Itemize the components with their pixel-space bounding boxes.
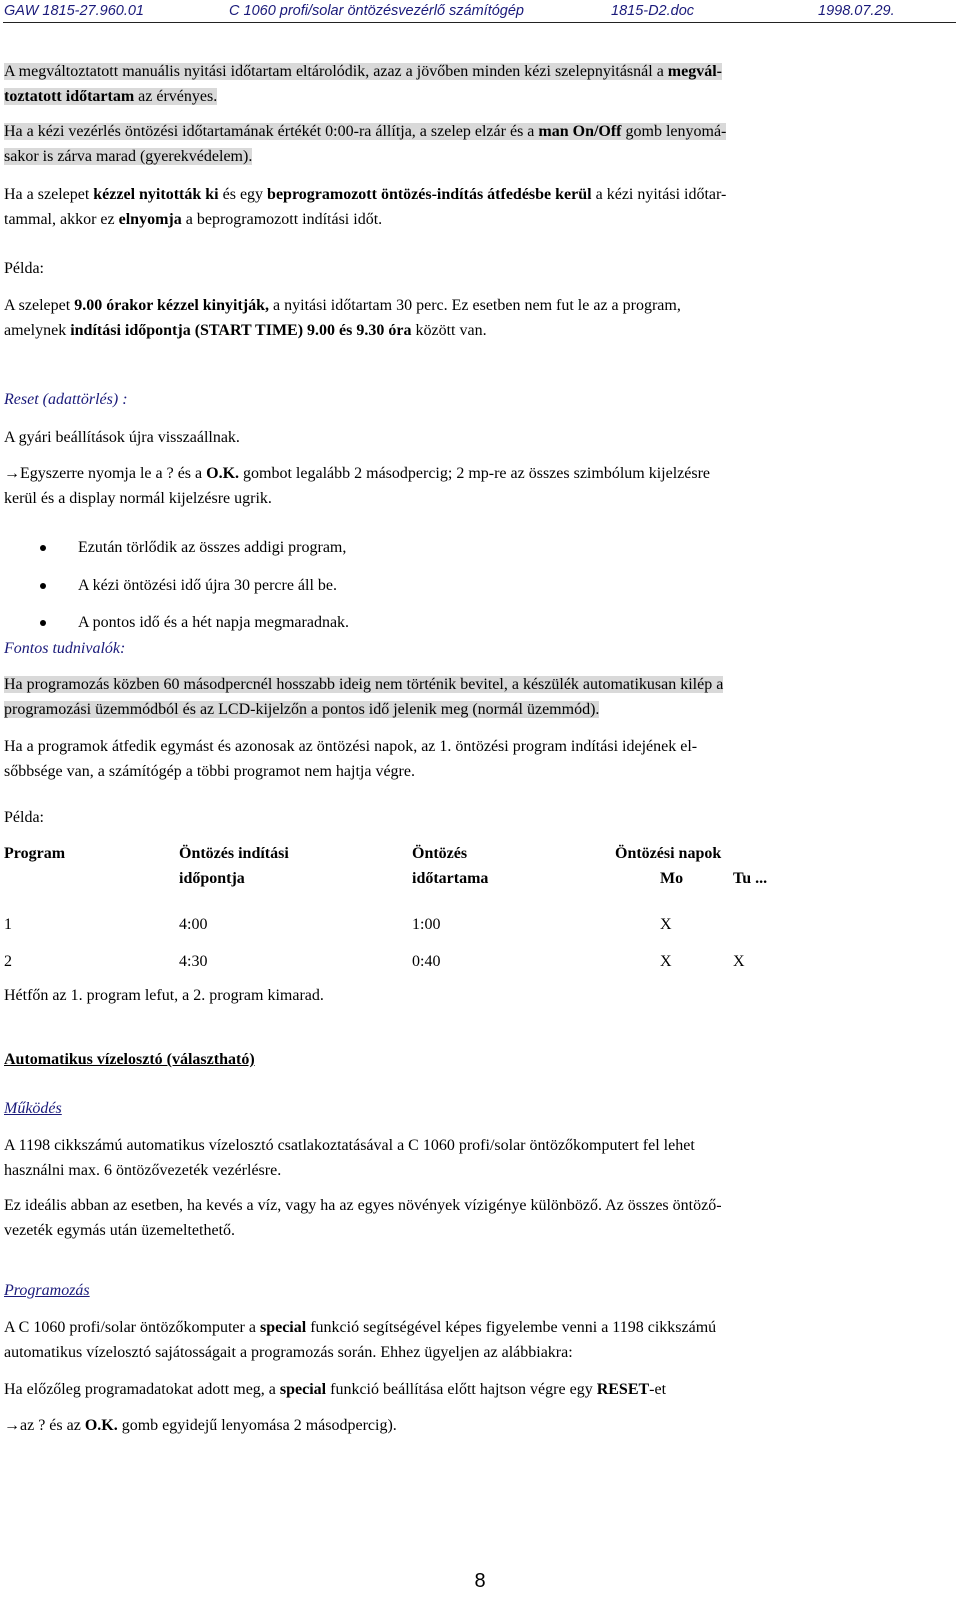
bullet-icon xyxy=(40,583,46,589)
table-cell: 0:40 xyxy=(412,953,441,970)
header-title: C 1060 profi/solar öntözésvezérlő számítógép xyxy=(229,3,524,19)
programming-heading xyxy=(4,1279,956,1304)
text: O.K. xyxy=(206,465,240,482)
example-label xyxy=(4,806,956,831)
header-file: 1815-D2.doc xyxy=(611,3,695,19)
table-header-duration: Öntözés xyxy=(412,845,468,862)
text: gomb lenyomá- xyxy=(621,123,727,140)
paragraph-child-lock xyxy=(4,120,956,169)
table-header-mo: Mo xyxy=(660,870,684,887)
text: vezeték egymás után üzemeltethető. xyxy=(4,1221,236,1239)
table-cell: X xyxy=(660,953,672,970)
text: A megváltoztatott manuális nyitási időtartam eltárolódik, azaz a jövőben minden kézi szelepnyitásnál a xyxy=(4,63,668,80)
table-cell: X xyxy=(733,953,745,970)
text: között van. xyxy=(411,321,487,339)
text: A C 1060 profi/solar öntözőkomputer a xyxy=(4,1319,260,1336)
text: kerül és a display normál kijelzésre ugrik. xyxy=(4,489,272,507)
text: A kézi öntözési idő újra 30 percre áll be. xyxy=(78,577,338,594)
text: 9.00 órakor kézzel kinyitják, xyxy=(74,297,270,314)
table-header-start-2: időpontja xyxy=(179,870,245,887)
text: Automatikus vízelosztó (választható) xyxy=(4,1051,255,1068)
text: RESET xyxy=(596,1381,650,1398)
programming-paragraph-1 xyxy=(4,1316,956,1365)
text: A 1198 cikkszámú automatikus vízelosztó csatlakoztatásával a C 1060 profi/solar öntözőkomputert fel lehet xyxy=(4,1137,695,1154)
paragraph-example xyxy=(4,294,956,343)
text: man On/Off xyxy=(538,123,622,140)
text: Ha a kézi vezérlés öntözési időtartamának értékét 0:00-ra állítja, a szelep elzár és a xyxy=(4,123,539,140)
text: használni max. 6 öntözővezeték vezérlésre. xyxy=(4,1161,282,1179)
text: gomb egyidejű lenyomása 2 másodpercig). xyxy=(117,1417,397,1434)
important-paragraph-2 xyxy=(4,735,956,784)
text: automatikus vízelosztó sajátosságait a programozás során. Ehhez ügyeljen az alábbiakra: xyxy=(4,1343,573,1361)
text: →az ? és az xyxy=(4,1417,85,1434)
text: Fontos tudnivalók: xyxy=(4,640,126,657)
text: programozási üzemmódból és az LCD-kijelzőn a pontos idő jelenik meg (normál üzemmód). xyxy=(4,700,600,718)
text: gombot legalább 2 másodpercig; 2 mp-re az összes szimbólum kijelzésre xyxy=(239,465,711,482)
text: O.K. xyxy=(84,1417,118,1434)
page-header xyxy=(0,0,960,22)
text: indítási időpontja (START TIME) 9.00 és 9.30 óra xyxy=(70,321,412,339)
text: Ezután törlődik az összes addigi program, xyxy=(78,539,347,556)
table-cell: 4:30 xyxy=(179,953,208,970)
paragraph-overlap xyxy=(4,183,956,232)
text: Ez ideális abban az esetben, ha kevés a víz, vagy ha az egyes növények vízigénye különböző. Az összes öntöző- xyxy=(4,1197,722,1214)
table-note: Hétfőn az 1. program lefut, a 2. program kimarad. xyxy=(4,987,324,1004)
text: beprogramozott öntözés-indítás átfedésbe kerül xyxy=(267,186,592,203)
table-header-start: Öntözés indítási xyxy=(179,845,289,862)
page-number: 8 xyxy=(474,1570,486,1592)
text: sakor is zárva marad (gyerekvédelem). xyxy=(4,147,253,165)
text: amelynek xyxy=(4,321,71,339)
text: A pontos idő és a hét napja megmaradnak. xyxy=(78,614,350,631)
text: a kézi nyitási időtar- xyxy=(591,186,727,203)
important-heading xyxy=(4,637,956,662)
header-doc-code: GAW 1815-27.960.01 xyxy=(4,3,144,19)
table-header-program: Program xyxy=(4,845,66,862)
operation-heading xyxy=(4,1097,956,1122)
text: Ha a szelepet xyxy=(4,186,94,203)
text: Ha a programok átfedik egymást és azonosak az öntözési napok, az 1. öntözési program indítási idejének el- xyxy=(4,738,698,755)
reset-paragraph-1 xyxy=(4,426,956,451)
text: Reset (adattörlés) : xyxy=(4,391,128,408)
important-paragraph-1 xyxy=(4,673,956,722)
auto-distributor-heading xyxy=(4,1048,956,1073)
table-header-tu: Tu ... xyxy=(733,870,768,887)
text: special xyxy=(279,1381,327,1398)
programming-paragraph-2 xyxy=(4,1378,956,1403)
bullet-icon xyxy=(40,620,46,626)
text: elnyomja xyxy=(118,210,182,228)
text: Működés xyxy=(4,1100,62,1117)
text: →Egyszerre nyomja le a ? és a xyxy=(4,465,207,482)
table-cell: 2 xyxy=(4,953,12,970)
text: Ha programozás közben 60 másodpercnél hosszabb ideig nem történik bevitel, a készülék automatikusan kilép a xyxy=(4,676,724,693)
text: és egy xyxy=(218,186,268,203)
table-cell: 1 xyxy=(4,916,12,933)
text: toztatott időtartam xyxy=(4,87,135,105)
table-cell: 4:00 xyxy=(179,916,208,933)
text: special xyxy=(259,1319,307,1336)
text: kézzel nyitották ki xyxy=(93,186,219,203)
text: Ha előzőleg programadatokat adott meg, a xyxy=(4,1381,280,1398)
header-date: 1998.07.29. xyxy=(818,3,895,19)
text: A gyári beállítások újra visszaállnak. xyxy=(4,429,240,446)
reset-heading xyxy=(4,388,956,413)
text: Példa: xyxy=(4,809,44,826)
text: a beprogramozott indítási időt. xyxy=(181,210,383,228)
paragraph-manual-duration xyxy=(4,60,956,109)
example-label xyxy=(4,257,956,282)
table-header-duration-2: időtartama xyxy=(412,870,489,887)
text: sőbbsége van, a számítógép a többi programot nem hajtja végre. xyxy=(4,762,415,780)
table-header-days: Öntözési napok xyxy=(615,845,722,862)
table-cell: X xyxy=(660,916,672,933)
auto-paragraph-1 xyxy=(4,1134,956,1183)
programming-paragraph-3 xyxy=(4,1414,956,1439)
header-divider xyxy=(3,22,956,23)
text: a nyitási időtartam 30 perc. Ez esetben nem fut le az a program, xyxy=(269,297,681,314)
text: -et xyxy=(649,1381,667,1398)
table-cell: 1:00 xyxy=(412,916,441,933)
text: funkció beállítása előtt hajtson végre egy xyxy=(326,1381,597,1398)
text: funkció segítségével képes figyelembe venni a 1198 cikkszámú xyxy=(306,1319,717,1336)
text: Programozás xyxy=(4,1282,90,1299)
text: Példa: xyxy=(4,260,44,277)
text: tammal, akkor ez xyxy=(4,210,119,228)
reset-paragraph-2 xyxy=(4,462,956,511)
auto-paragraph-2 xyxy=(4,1194,956,1243)
text: az érvényes. xyxy=(134,87,218,105)
bullet-icon xyxy=(40,545,46,551)
text: A szelepet xyxy=(4,297,75,314)
text: megvál- xyxy=(667,63,722,80)
